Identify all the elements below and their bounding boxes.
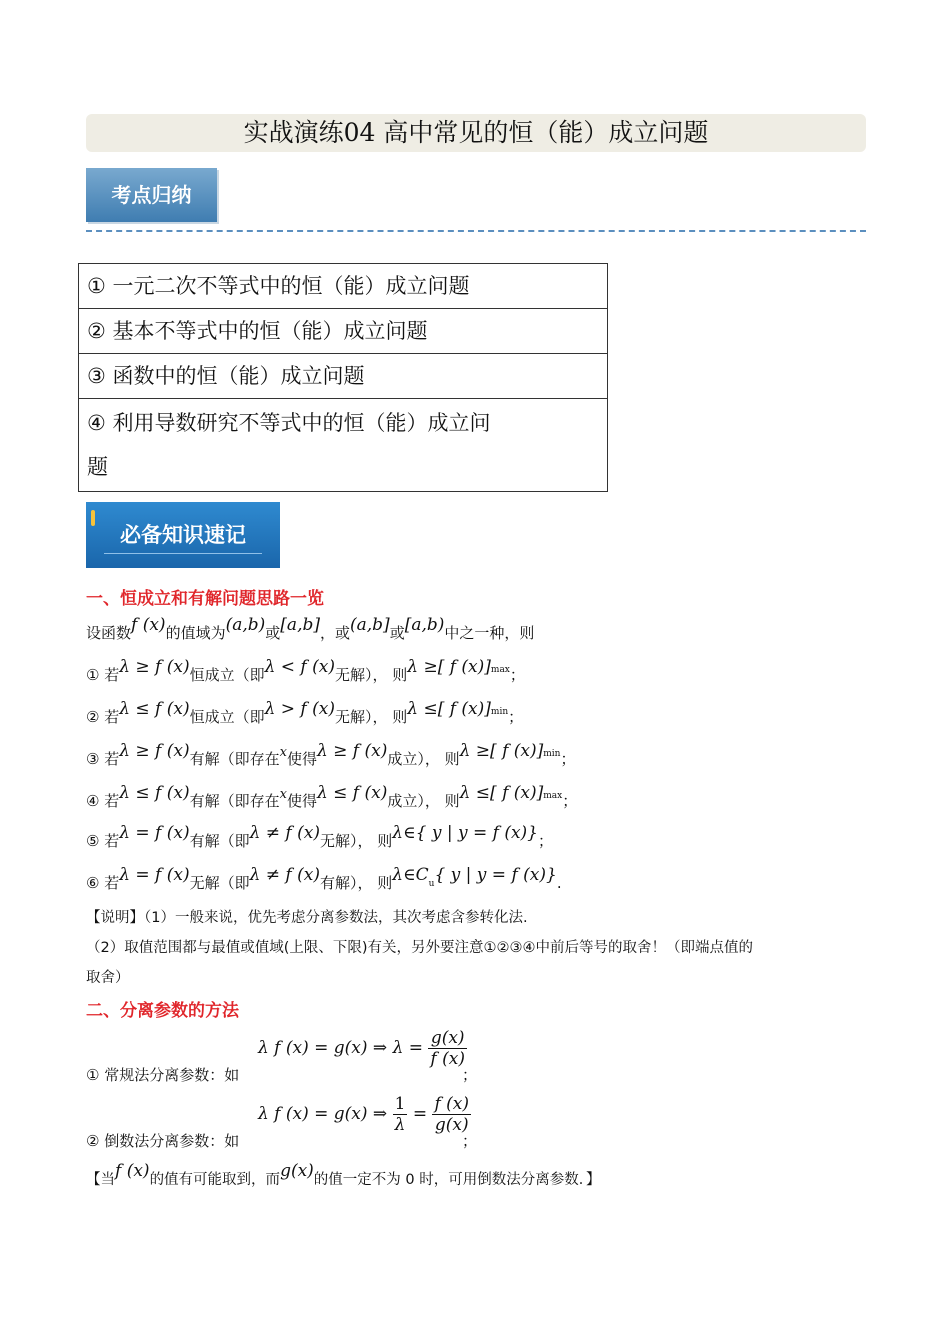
badge-accent — [91, 510, 95, 526]
rule-item-3: ③ 若λ ≥ f (x)有解（即存在x使得λ ≥ f (x)成立）， 则λ ≥[ f (x)]$^{min}$； — [86, 741, 576, 768]
rule-item-4: ④ 若λ ≤ f (x)有解（即存在x使得λ ≤ f (x)成立）， 则λ ≤[ f (x)]$^{max}$； — [86, 783, 578, 810]
method2-formula: λ f (x) = g(x) ⇒ $\frac{1}{\lambda}$ = $\frac{f (x)}{g(x)}$ — [258, 1094, 470, 1135]
badge-underline — [104, 553, 262, 554]
note-line-2: （2）取值范围都与最值或值域(上限、下限)有关，另外要注意①②③④中前后等号的取舍！（即端点值的 — [86, 940, 754, 956]
rule-item-1: ① 若λ ≥ f (x)恒成立（即λ < f (x)无解）， 则λ ≥[ f (x)]$^{max}$； — [86, 657, 525, 684]
topic-row-2: ② 基本不等式中的恒（能）成立问题 — [79, 308, 607, 353]
intro-line: 设函数f (x)的值域为(a,b)或[a,b]，或(a,b]或[a,b)中之一种，则 — [86, 615, 535, 642]
method1-formula: λ f (x) = g(x) ⇒ λ = $\frac{g(x)}{f (x)}$ — [258, 1028, 465, 1069]
topic-row-3: ③ 函数中的恒（能）成立问题 — [79, 353, 607, 398]
section-badge-bibei — [86, 502, 280, 568]
dashed-divider — [86, 230, 866, 232]
section2-heading: 二、分离参数的方法 — [86, 1001, 239, 1021]
section-badge-kaodian: 考点归纳 — [86, 168, 217, 222]
topic-row-4 — [79, 398, 607, 491]
rule-item-2: ② 若λ ≤ f (x)恒成立（即λ > f (x)无解）， 则λ ≤[ f (x)]$^{min}$； — [86, 699, 524, 726]
method2-label: ② 倒数法分离参数：如 ； — [86, 1132, 478, 1150]
rule-item-5: ⑤ 若λ = f (x)有解（即λ ≠ f (x)无解）， 则λ∈{ y | y = f (x)}； — [86, 823, 554, 850]
page-title: 实战演练04 高中常见的恒（能）成立问题 — [86, 114, 866, 152]
topic-row-4-line1: ④ 利用导数研究不等式中的恒（能）成立问 — [87, 411, 491, 435]
topic-row-4-line2: 题 — [87, 455, 108, 479]
note-line-1: 【说明】（1）一般来说，优先考虑分离参数法，其次考虑含参转化法. — [86, 910, 528, 926]
note-line-3: 取舍） — [86, 970, 130, 986]
topic-table — [78, 263, 608, 492]
rule-item-6: ⑥ 若λ = f (x)无解（即λ ≠ f (x)有解）， 则λ∈Cu{ y | y = f (x)}. — [86, 865, 562, 892]
badge-bibei-label: 必备知识速记 — [120, 523, 246, 547]
section1-heading: 一、恒成立和有解问题思路一览 — [86, 589, 324, 609]
method1-label: ① 常规法分离参数：如 ； — [86, 1066, 478, 1084]
tip-line: 【当f (x)的值有可能取到，而g(x)的值一定不为 0 时，可用倒数法分离参数．】 — [86, 1161, 601, 1188]
topic-row-1: ① 一元二次不等式中的恒（能）成立问题 — [87, 274, 470, 298]
